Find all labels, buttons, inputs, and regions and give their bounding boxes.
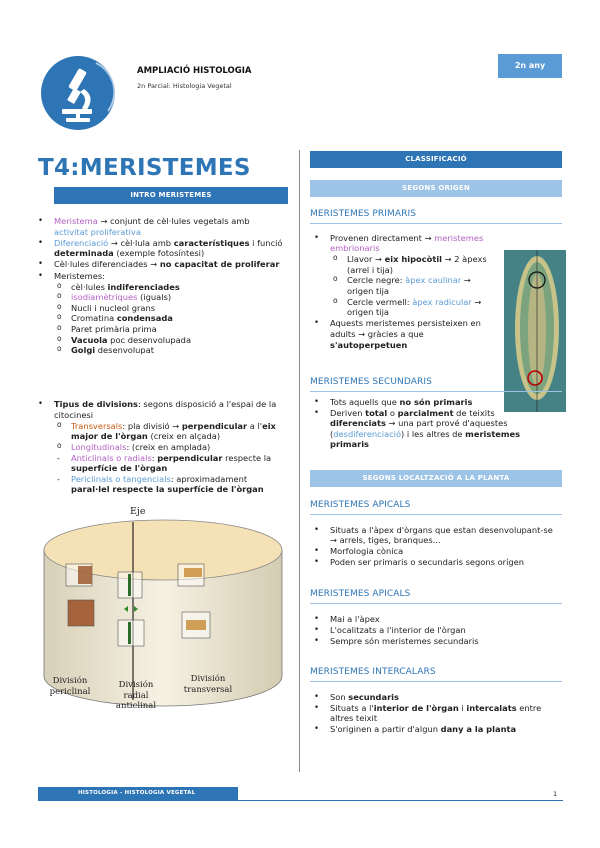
section-heading: MERISTEMES APICALS	[310, 500, 562, 515]
list-item: • Situats a l'interior de l'òrgan i intercalats entre altres teixit	[310, 703, 554, 724]
list-item: o Llavor → eix hipocòtil → 2 àpexs (arrel i tija)	[330, 254, 498, 275]
list-item: • Provenen directament → meristemes embrionaris o Llavor → eix hipocòtil → 2 àpexs (arrel i tija) o Cercle negre: àpex caulinar → origen tija o Cercle vermell: àpex radicular → origen tija	[310, 233, 498, 318]
list-item: o Cercle negre: àpex caulinar → origen tija	[330, 275, 498, 296]
section-heading: MERISTEMES SECUNDARIS	[310, 377, 562, 392]
primaris-list	[310, 233, 498, 351]
list-item: - Anticlinals o radials: perpendicular respecte la superfície de l'òrgan	[54, 453, 284, 474]
apicals-section-2	[310, 589, 562, 647]
term-meristema: Meristema	[54, 216, 98, 226]
list-item: o Cromatina condensada	[54, 313, 284, 324]
list-item: • Diferenciació → cèl·lula amb característiques i funció determinada (exemple fotosíntesi)	[34, 238, 284, 259]
list-item: o Paret primària prima	[54, 324, 284, 335]
footer-label: HISTOLOGIA - HISTOLOGIA VEGETAL	[38, 787, 238, 801]
list-item: o Golgi desenvolupat	[54, 345, 284, 356]
list-item: - Periclinals o tangencials: aproximadament paral·lel respecte la superfície de l'òrgan	[54, 474, 284, 495]
list-item: • Cèl·lules diferenciades → no capacitat de proliferar	[34, 259, 284, 270]
list-item: o Nucli i nucleol grans	[54, 303, 284, 314]
division-types-dash-list	[54, 453, 284, 495]
secundaris-list	[310, 397, 550, 451]
list-item: o isodiamètriques (iguals)	[54, 292, 284, 303]
list-item: • Morfologia cònica	[310, 546, 554, 557]
section-heading: MERISTEMES INTERCALARS	[310, 667, 562, 682]
axis-label: Eje	[130, 506, 146, 517]
list-item: o Longitudinals: (creix en amplada)	[54, 442, 284, 453]
secundaris-section	[310, 377, 562, 451]
intercalars-list	[310, 692, 554, 735]
section-heading: MERISTEMES PRIMARIS	[310, 209, 562, 224]
microscope-icon	[40, 55, 116, 131]
section-heading: MERISTEMES APICALS	[310, 589, 562, 604]
list-item: • L'ocalitzats a l'interior de l'òrgan	[310, 625, 554, 636]
column-divider	[299, 150, 300, 772]
list-item: • S'originen a partir d'algun dany a la planta	[310, 724, 554, 735]
list-item: • Poden ser primaris o secundaris segons orígen	[310, 557, 554, 568]
list-item: • Tipus de divisions: segons disposició a l'espai de la citocinesi o Transversals: pla divisió → perpendicular a l'eix major de l'òrgan (creix en alçada) o Longitudinals: (creix en amplada) - Anticlinals o radials: perpendicular respecte la superfície de l'òrgan - Periclinals o tangencials: aproximadament paral·lel respecte la superfície de l'òrgan	[34, 399, 284, 495]
division-planes-figure	[38, 508, 288, 723]
logo	[40, 55, 116, 131]
term-diferenciacio: Diferenciació	[54, 237, 109, 248]
list-item: • Sempre són meristemes secundaris	[310, 636, 554, 647]
list-item: • Situats a l'àpex d'òrgans que estan desenvolupant-se → arrels, tiges, branques...	[310, 525, 554, 546]
divisions-list	[34, 399, 284, 495]
accent-text: activitat proliferativa	[54, 226, 141, 237]
list-item: • Tots aquells que no són primaris	[310, 397, 550, 408]
division-types-list	[54, 421, 284, 453]
apicals-list-2	[310, 614, 554, 647]
list-item: • Son secundaris	[310, 692, 554, 703]
apicals-list-1	[310, 525, 554, 568]
list-item: • Aquests meristemes persisteixen en adults → gràcies a que s'autoperpetuen	[310, 318, 498, 350]
list-item: • Mai a l'àpex	[310, 614, 554, 625]
footer-line	[238, 800, 563, 801]
primaris-sub-list	[330, 254, 498, 318]
list-item: • Meristema → conjunt de cèl·lules vegetals amb activitat proliferativa	[34, 216, 284, 237]
year-badge: 2n any	[498, 54, 562, 78]
intercalars-section	[310, 667, 562, 735]
list-item: • Meristemes: o cèl·lules indiferenciades o isodiamètriques (iguals) o Nucli i nucleol grans o Cromatina condensada o Paret primària prima o Vacuola poc desenvolupada o Golgi desenvolupat	[34, 271, 284, 356]
caption-radial-anticlinal: División radial anticlinal	[115, 680, 157, 712]
header-subtitle: 2n Parcial: Histologia Vegetal	[137, 82, 232, 90]
classification-bar: CLASSIFICACIÓ	[310, 151, 562, 168]
caption-transversal: División transversal	[183, 674, 233, 695]
meristem-properties-list	[54, 282, 284, 356]
divisions-block	[34, 399, 284, 495]
page-title: T4:MERISTEMES	[38, 155, 251, 181]
intro-list	[34, 216, 284, 356]
list-item: o cèl·lules indiferenciades	[54, 282, 284, 293]
apicals-section-1	[310, 500, 562, 568]
list-item: • Deriven total o parcialment de teixits diferenciats → una part prové d'aquestes (desdiferenciació) i les altres de meristemes primaris	[310, 408, 550, 450]
primaris-section	[310, 209, 500, 351]
location-bar: SEGONS LOCALTZACIÓ A LA PLANTA	[310, 470, 562, 487]
page-number: 1	[553, 790, 558, 798]
intro-bar: INTRO MERISTEMES	[54, 187, 288, 204]
list-item: o Transversals: pla divisió → perpendicular a l'eix major de l'òrgan (creix en alçada)	[54, 421, 284, 442]
intro-list-block	[34, 216, 284, 356]
list-item: o Cercle vermell: àpex radicular → origen tija	[330, 297, 498, 318]
header-title: AMPLIACIÓ HISTOLOGIA	[137, 66, 252, 76]
origin-bar: SEGONS ORIGEN	[310, 180, 562, 197]
list-item: o Vacuola poc desenvolupada	[54, 335, 284, 346]
caption-periclinal: División periclinal	[49, 676, 91, 697]
